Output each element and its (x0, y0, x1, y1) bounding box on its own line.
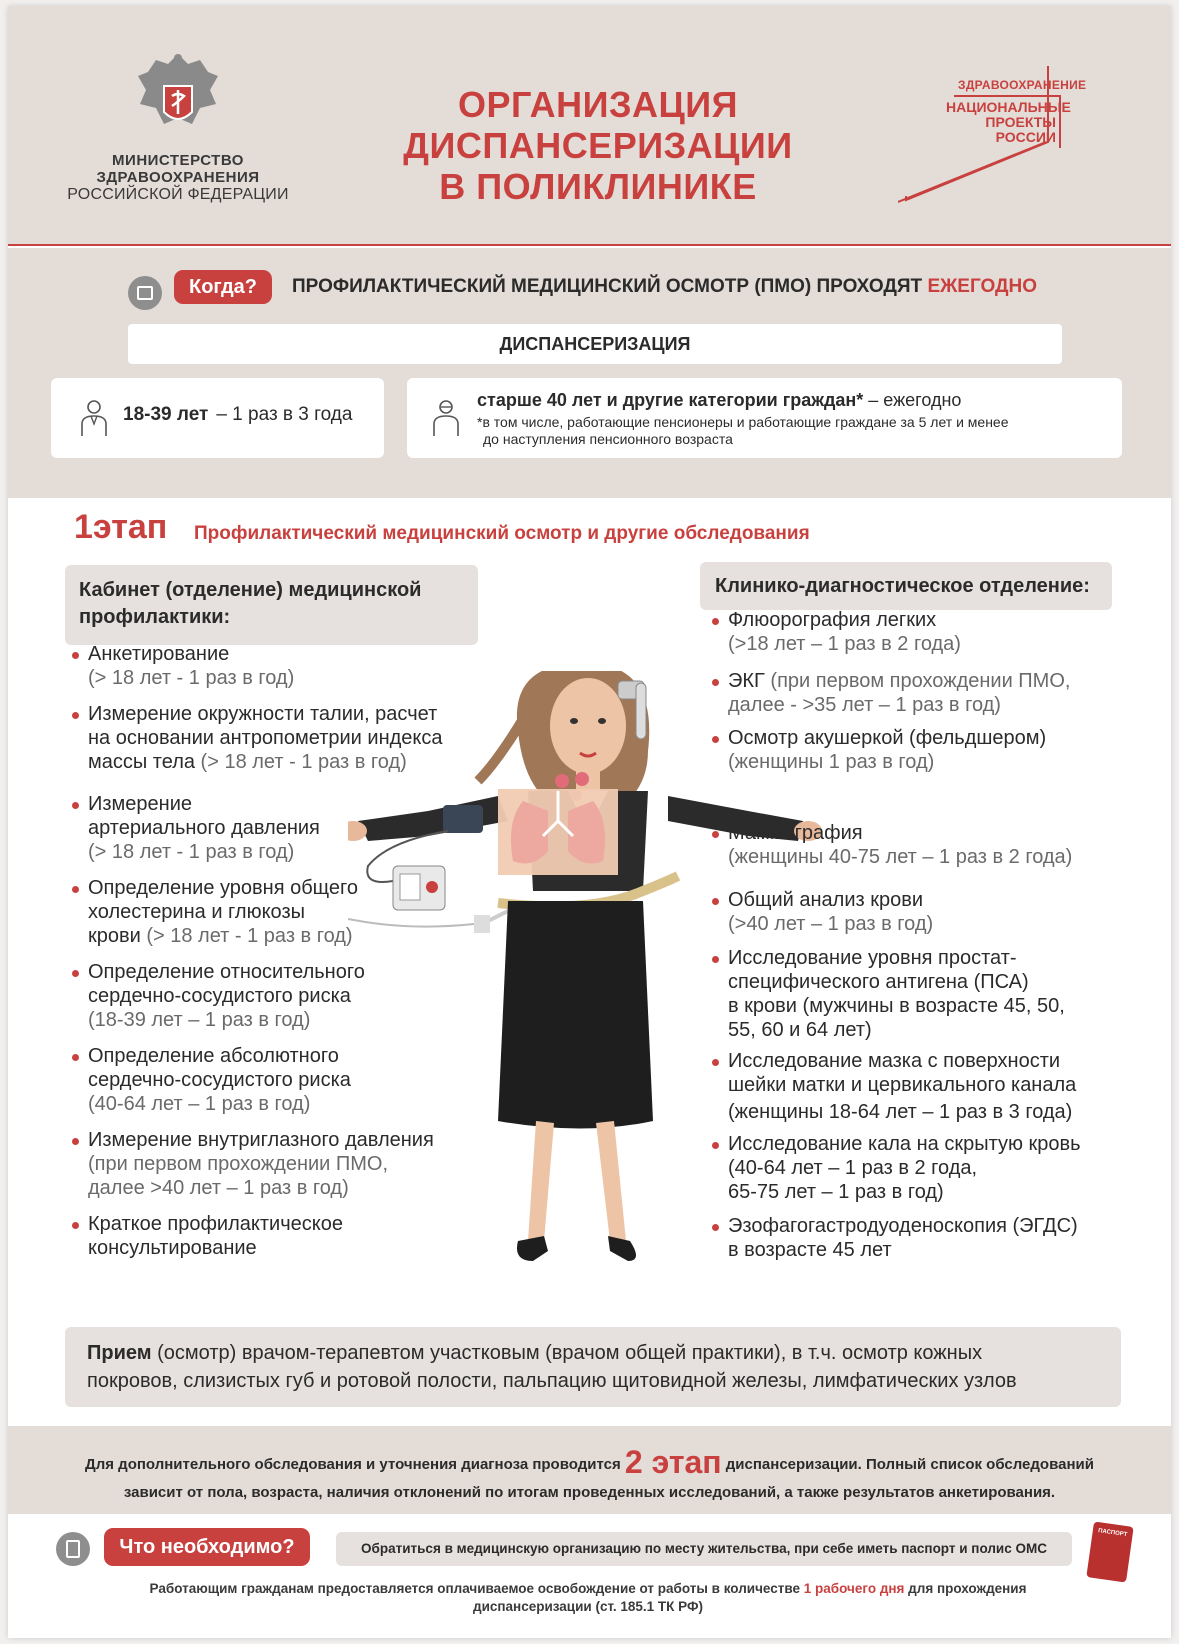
page-title: ОРГАНИЗАЦИЯ ДИСПАНСЕРИЗАЦИИ В ПОЛИКЛИНИКЕ (403, 84, 793, 207)
list-item: Определение относительного сердечно-сосудистого риска (18-39 лет – 1 раз в год) (72, 960, 365, 1032)
list-item: Исследование кала на скрытую кровь (40-64 лет – 1 раз в 2 года, 65-75 лет – 1 раз в год) (712, 1132, 1081, 1204)
list-item: Исследование уровня простат- специфического антигена (ПСА) в крови (мужчины в возрасте 45, 50, 55, 60 и 64 лет) (712, 946, 1065, 1042)
list-item: Осмотр акушеркой (фельдшером) (женщины 1 раз в год) (712, 726, 1046, 774)
infographic-sheet (8, 6, 1171, 1638)
prevention-office-heading: Кабинет (отделение) медицинской профилактики: (65, 565, 478, 645)
when-statement: ПРОФИЛАКТИЧЕСКИЙ МЕДИЦИНСКИЙ ОСМОТР (ПМО) ПРОХОДЯТ ЕЖЕГОДНО (292, 276, 1038, 297)
when-badge: Когда? (174, 270, 272, 304)
np-subtitle: ЗДРАВООХРАНЕНИЕ (958, 78, 1087, 92)
stage-2-section: Для дополнительного обследования и уточнения диагноза проводится 2 этап диспансеризации. Полный список обследований зависит от пола, возраста, наличия отклонений по итогам проведенных исследований, а также результатов анкетирования. (8, 1426, 1171, 1514)
np-name: НАЦИОНАЛЬНЫЕ ПРОЕКТЫ РОССИИ (946, 99, 1071, 145)
age-group-footnote: *в том числе, работающие пенсионеры и работающие граждане за 5 лет и менее до наступления пенсионного возраста (477, 414, 1009, 447)
elderly-person-icon (431, 398, 461, 438)
list-item: Определение абсолютного сердечно-сосудистого риска (40-64 лет – 1 раз в год) (72, 1044, 351, 1116)
stage-1-description: Профилактический медицинский осмотр и другие обследования (194, 523, 810, 544)
list-item: Краткое профилактическое консультирование (72, 1212, 343, 1260)
list-item: Определение уровня общего холестерина и глюкозы крови (> 18 лет - 1 раз в год) (72, 876, 358, 948)
document-icon (56, 1532, 90, 1566)
when-section (8, 248, 1171, 498)
diagnostic-department-heading: Клинико-диагностическое отделение: (700, 562, 1112, 610)
list-item: Исследование мазка с поверхности шейки матки и цервикального канала (женщины 18-64 лет – 1 раз в 3 года) (712, 1049, 1076, 1124)
ministry-name: МИНИСТЕРСТВО ЗДРАВООХРАНЕНИЯ РОССИЙСКОЙ ФЕДЕРАЦИИ (67, 152, 289, 203)
list-item: Маммография (женщины 40-75 лет – 1 раз в 2 года) (712, 821, 1072, 869)
person-icon (79, 398, 109, 438)
passport-icon: ПАСПОРТ (1086, 1521, 1133, 1582)
therapist-reception-box: Прием (осмотр) врачом-терапевтом участковым (врачом общей практики), в т.ч. осмотр кожных покровов, слизистых губ и ротовой полости, пальпацию щитовидной железы, лимфатических узлов (65, 1327, 1121, 1407)
age-group-18-39: 18-39 лет – 1 раз в 3 года (51, 378, 384, 458)
list-item: Измерение артериального давления (> 18 лет - 1 раз в год) (72, 792, 320, 864)
what-needed-badge: Что необходимо? (104, 1528, 310, 1566)
header (8, 6, 1171, 246)
list-item: ЭКГ (при первом прохождении ПМО, далее - >35 лет – 1 раз в год) (712, 669, 1070, 717)
list-item: Флюорография легких (>18 лет – 1 раз в 2 года) (712, 608, 961, 656)
list-item: Измерение внутриглазного давления (при первом прохождении ПМО, далее >40 лет – 1 раз в год) (72, 1128, 434, 1200)
requirements-bar: Обратиться в медицинскую организацию по месту жительства, при себе иметь паспорт и полис ОМС (336, 1532, 1072, 1566)
list-item: Измерение окружности талии, расчет на основании антропометрии индекса массы тела (> 18 лет - 1 раз в год) (72, 702, 443, 774)
age-group-40-plus: старше 40 лет и другие категории граждан* – ежегодно *в том числе, работающие пенсионеры и работающие граждане за 5 лет и менее до наступления пенсионного возраста (407, 378, 1122, 458)
list-item: Общий анализ крови (>40 лет – 1 раз в год) (712, 888, 933, 936)
paid-leave-note: Работающим гражданам предоставляется оплачиваемое освобождение от работы в количестве 1 рабочего дня для прохождения диспансеризации (ст. 185.1 ТК РФ) (149, 1581, 1027, 1614)
national-projects-logo (898, 62, 1108, 212)
calendar-icon (128, 276, 162, 310)
stage-1-number: 1этап (74, 508, 168, 546)
dispensary-heading: ДИСПАНСЕРИЗАЦИЯ (128, 324, 1062, 364)
list-item: Анкетирование (> 18 лет - 1 раз в год) (72, 642, 294, 690)
ministry-emblem-icon (128, 46, 228, 146)
list-item: Эзофагогастродуоденоскопия (ЭГДС) в возрасте 45 лет (712, 1214, 1078, 1262)
